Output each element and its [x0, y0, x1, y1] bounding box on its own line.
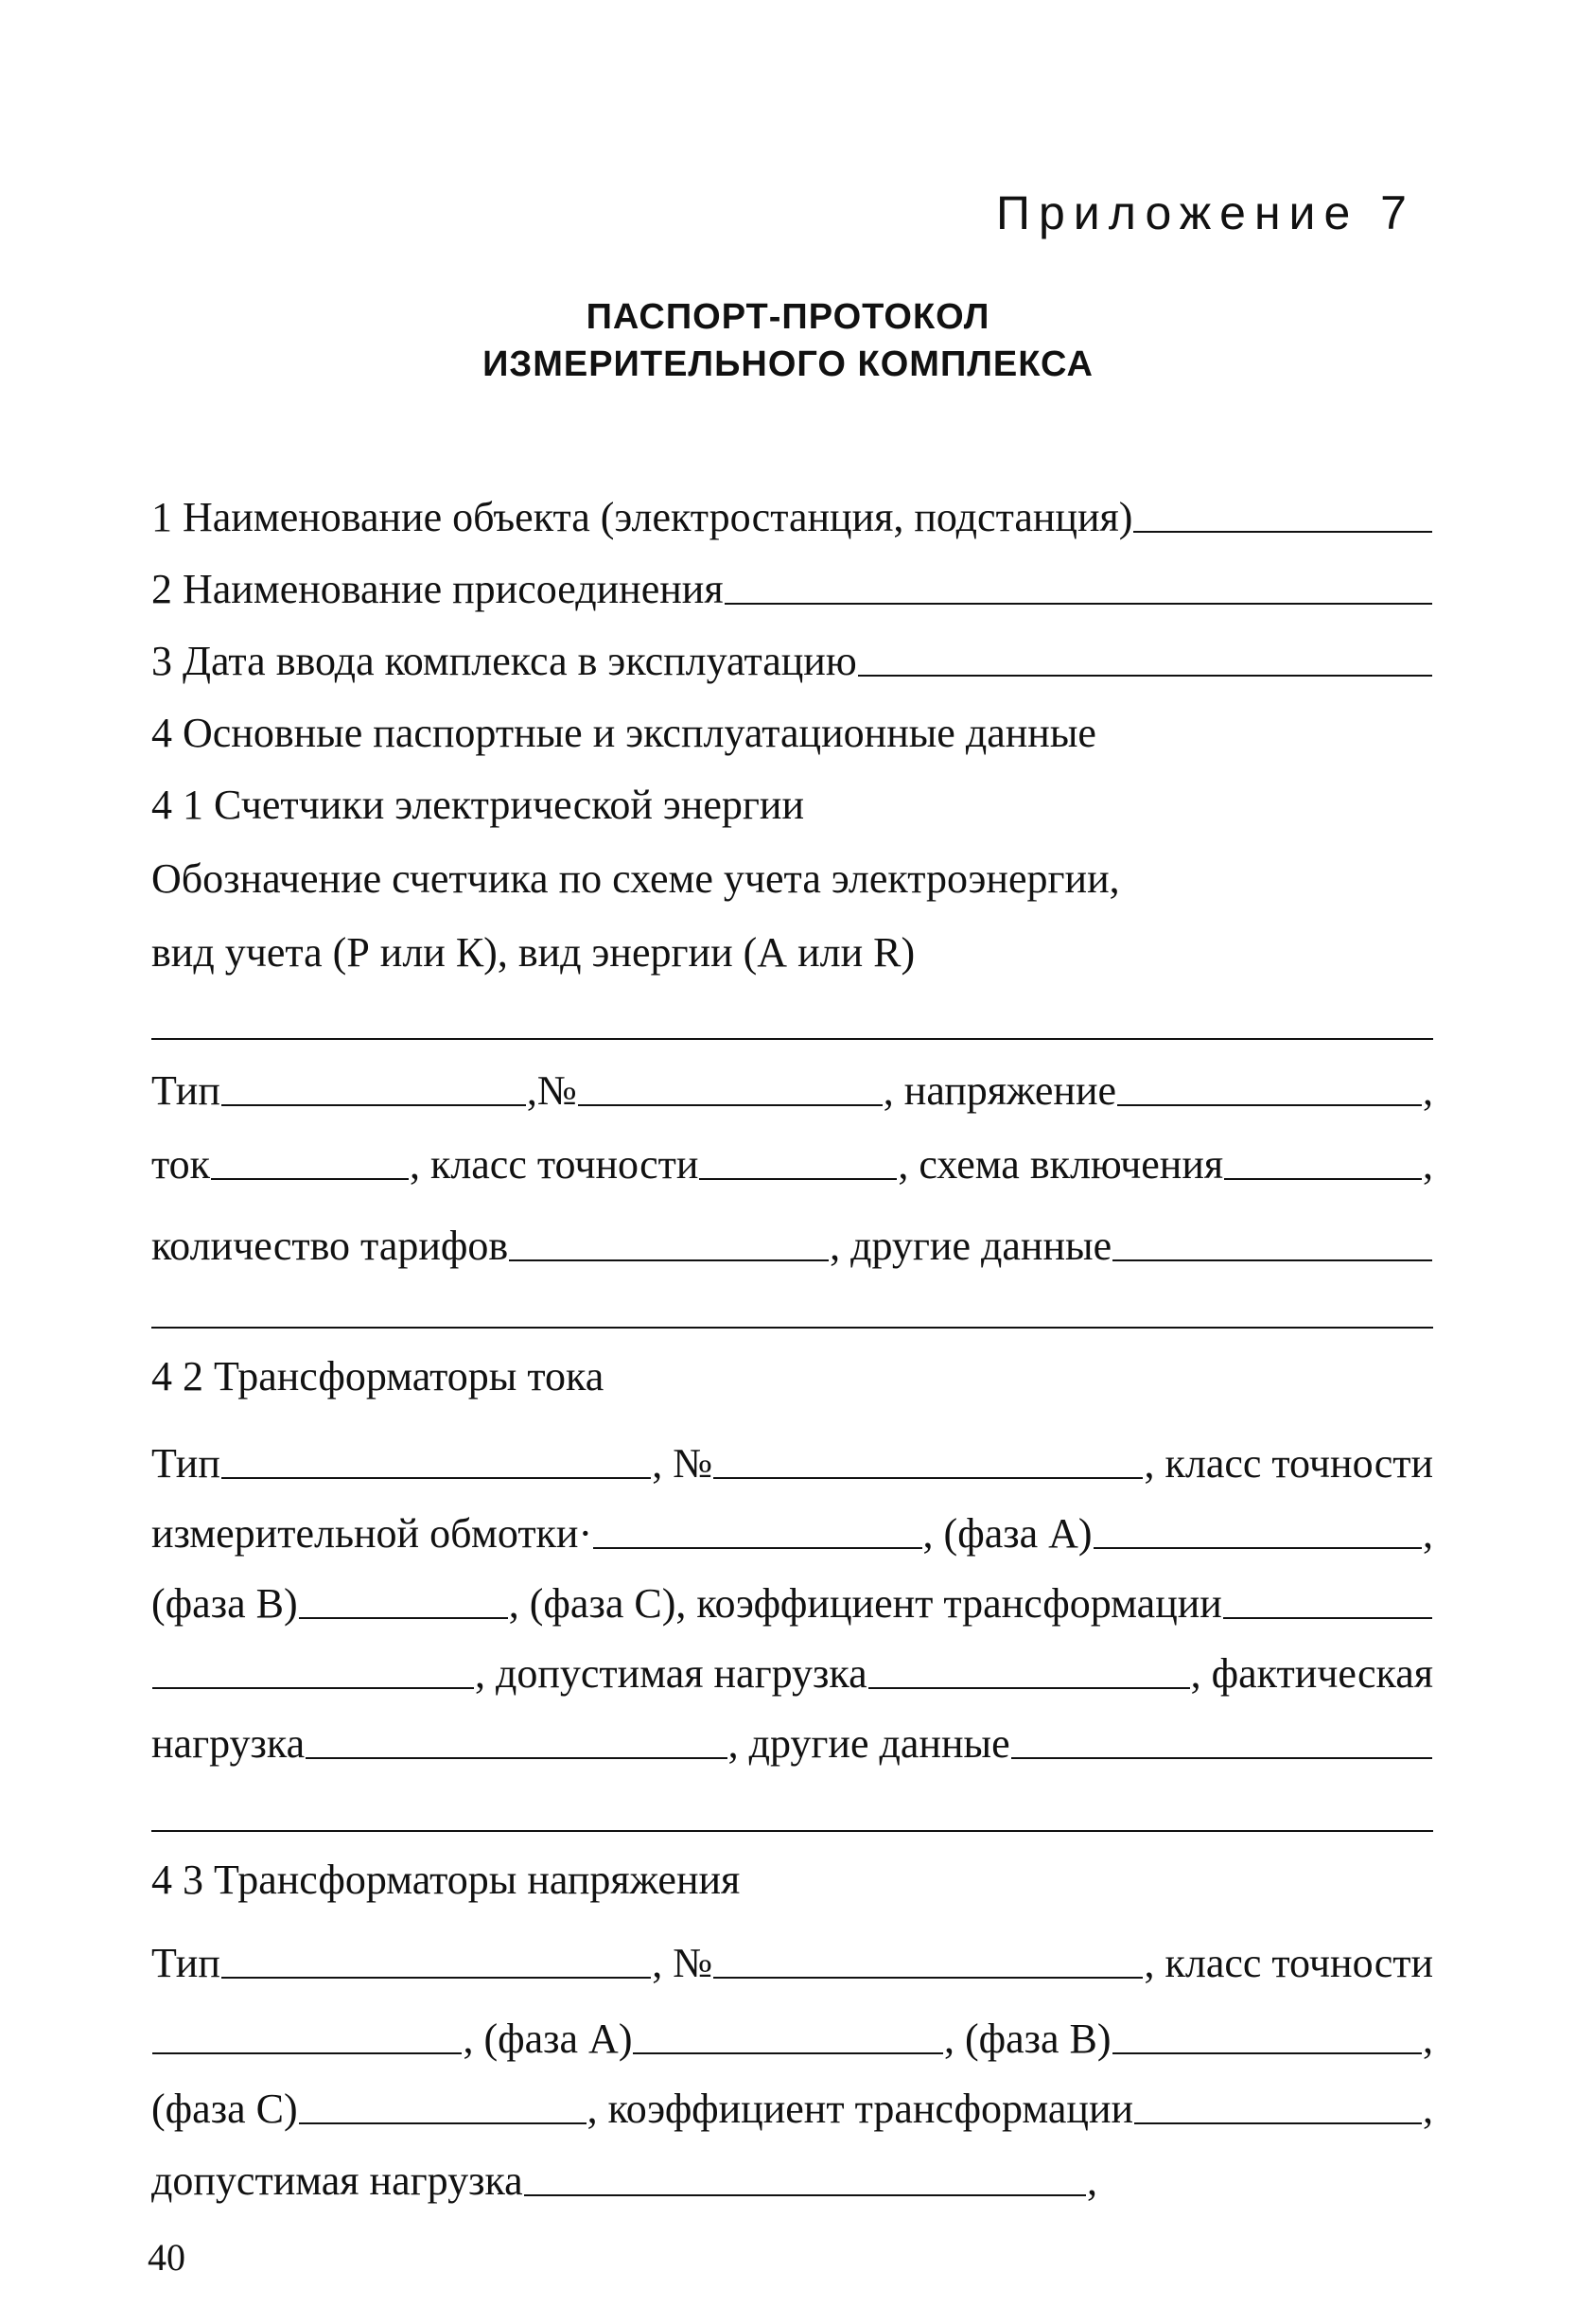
meters-accuracy-label: , класс точности	[409, 1141, 699, 1188]
meters-accuracy-blank[interactable]	[699, 1178, 897, 1180]
vt-ratio-row	[151, 2086, 1433, 2134]
section-4-3-heading: 4 3 Трансформаторы напряжения	[151, 1857, 741, 1903]
meters-number-label: ,№	[526, 1067, 577, 1114]
meters-scheme-label: , схема включения	[898, 1141, 1224, 1188]
meters-current-row	[151, 1141, 1433, 1189]
meters-desc-row-2	[151, 929, 1433, 977]
vt-phase-b-label: , (фаза В)	[943, 2016, 1112, 2062]
section-4-2-heading-row	[151, 1353, 1433, 1401]
vt-comma-3: ,	[1087, 2157, 1097, 2204]
meters-comma-1: ,	[1422, 1067, 1433, 1114]
vt-phase-row	[151, 2016, 1433, 2064]
meters-type-blank[interactable]	[221, 1104, 526, 1106]
vt-allowed-load-blank[interactable]	[524, 2194, 1086, 2196]
item-4-label: 4 Основные паспортные и эксплуатационные данные	[151, 710, 1096, 756]
ct-type-row	[151, 1440, 1433, 1488]
vt-allowed-load-row	[151, 2157, 1097, 2206]
item-2-blank[interactable]	[725, 603, 1432, 605]
section-4-1-heading-row	[151, 782, 1433, 830]
item-2-label: 2 Наименование присоединения	[151, 566, 724, 612]
item-1-blank[interactable]	[1133, 531, 1432, 533]
meters-type-label: Тип	[151, 1067, 220, 1114]
vt-number-blank[interactable]	[713, 1977, 1143, 1979]
ct-load-row	[151, 1650, 1433, 1699]
vt-type-label: Тип	[151, 1940, 220, 1986]
ct-load-label: нагрузка	[151, 1720, 306, 1767]
meters-desc-1: Обозначение счетчика по схеме учета электроэнергии,	[151, 855, 1120, 902]
item-2-row	[151, 566, 1433, 614]
ct-type-label: Тип	[151, 1440, 220, 1487]
vt-comma-2: ,	[1423, 2086, 1433, 2132]
vt-ratio-blank[interactable]	[1134, 2122, 1422, 2124]
meters-comma-2: ,	[1423, 1141, 1434, 1188]
item-3-label: 3 Дата ввода комплекса в эксплуатацию	[151, 638, 857, 684]
meters-current-label: ток	[151, 1141, 211, 1188]
vt-comma-1: ,	[1423, 2016, 1433, 2062]
ct-winding-label: измерительной обмотки·	[151, 1510, 593, 1557]
item-4-row	[151, 710, 1433, 758]
meters-current-blank[interactable]	[211, 1178, 409, 1180]
vt-accuracy-blank[interactable]	[152, 2052, 462, 2054]
ct-actual-load-blank[interactable]	[306, 1757, 727, 1759]
item-1-label: 1 Наименование объекта (электростанция, подстанция)	[151, 494, 1133, 540]
meters-designation-blank[interactable]	[151, 1038, 1433, 1040]
ct-winding-row	[151, 1510, 1433, 1558]
vt-accuracy-label: , класс точности	[1144, 1940, 1433, 1986]
ct-phase-c-ratio-label: , (фаза С), коэффициент трансформации	[508, 1580, 1222, 1627]
document-title-line2: ИЗМЕРИТЕЛЬНОГО КОМПЛЕКСА	[482, 344, 1094, 384]
meters-tariffs-blank[interactable]	[509, 1259, 829, 1261]
ct-winding-blank[interactable]	[593, 1547, 921, 1549]
meters-type-row	[151, 1067, 1433, 1116]
item-3-blank[interactable]	[858, 675, 1432, 677]
meters-number-blank[interactable]	[578, 1104, 883, 1106]
section-4-2-heading: 4 2 Трансформаторы тока	[151, 1353, 604, 1400]
ct-actual-label: , фактическая	[1190, 1650, 1433, 1697]
ct-ratio-blank[interactable]	[1223, 1617, 1432, 1619]
ct-other-blank[interactable]	[1011, 1757, 1432, 1759]
vt-number-label: , №	[652, 1940, 713, 1986]
meters-desc-row-1	[151, 855, 1433, 904]
meters-tariffs-row	[151, 1223, 1433, 1271]
vt-type-blank[interactable]	[221, 1977, 651, 1979]
vt-allowed-load-label: допустимая нагрузка	[151, 2157, 523, 2204]
ct-other-blank-continued[interactable]	[151, 1830, 1433, 1832]
vt-phase-b-blank[interactable]	[1112, 2052, 1422, 2054]
section-4-1-heading: 4 1 Счетчики электрической энергии	[151, 782, 805, 828]
meters-tariffs-label: количество тарифов	[151, 1223, 509, 1269]
ct-phase-a-label: , (фаза А)	[922, 1510, 1093, 1557]
vt-phase-c-blank[interactable]	[299, 2122, 587, 2124]
ct-phase-b-row	[151, 1580, 1433, 1629]
ct-number-blank[interactable]	[713, 1477, 1143, 1479]
meters-other-blank-continued[interactable]	[151, 1327, 1433, 1329]
section-4-3-heading-row	[151, 1857, 1433, 1905]
ct-comma-1: ,	[1423, 1510, 1433, 1557]
item-1-row	[151, 494, 1433, 542]
page-number: 40	[148, 2236, 185, 2279]
appendix-label: Приложение 7	[996, 186, 1415, 239]
vt-type-row	[151, 1940, 1433, 1988]
item-3-row	[151, 638, 1433, 686]
vt-ratio-label: , коэффициент трансформации	[587, 2086, 1134, 2132]
ct-type-blank[interactable]	[221, 1477, 651, 1479]
meters-desc-2: вид учета (Р или К), вид энергии (А или R)	[151, 929, 916, 976]
ct-phase-b-label: (фаза В)	[151, 1580, 298, 1627]
ct-phase-a-blank[interactable]	[1094, 1547, 1422, 1549]
ct-actual-load-row	[151, 1720, 1433, 1769]
ct-allowed-load-blank[interactable]	[868, 1687, 1190, 1689]
meters-scheme-blank[interactable]	[1224, 1178, 1422, 1180]
ct-number-label: , №	[652, 1440, 713, 1487]
ct-accuracy-label: , класс точности	[1144, 1440, 1433, 1487]
meters-voltage-blank[interactable]	[1117, 1104, 1422, 1106]
meters-other-label: , другие данные	[830, 1223, 1112, 1269]
vt-phase-a-label: , (фаза А)	[463, 2016, 633, 2062]
ct-allowed-load-label: , допустимая нагрузка	[474, 1650, 867, 1697]
vt-phase-a-blank[interactable]	[633, 2052, 942, 2054]
meters-other-blank[interactable]	[1112, 1259, 1432, 1261]
ct-ratio-blank-continued[interactable]	[152, 1687, 474, 1689]
document-title-line1: ПАСПОРТ-ПРОТОКОЛ	[586, 297, 990, 337]
ct-phase-b-blank[interactable]	[299, 1617, 508, 1619]
ct-other-label: , другие данные	[727, 1720, 1010, 1767]
vt-phase-c-label: (фаза С)	[151, 2086, 298, 2132]
meters-voltage-label: , напряжение	[883, 1067, 1117, 1114]
